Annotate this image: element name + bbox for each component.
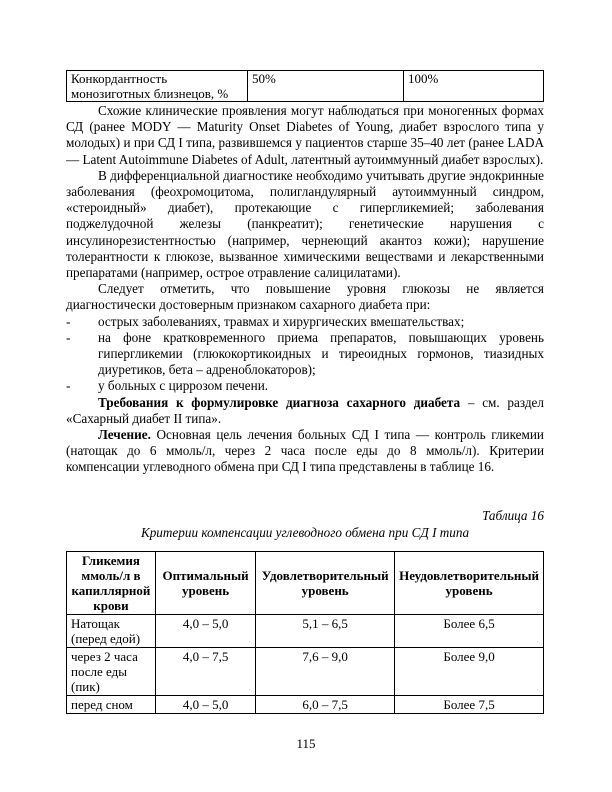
table-cell: 5,1 – 6,5 bbox=[256, 615, 395, 648]
table-row bbox=[67, 648, 544, 696]
paragraph: В дифференциальной диагностике необходимо учитывать другие эндокринные заболевания (феохромоцитома, полигландулярный аутоиммунный синдром, «стероидный» диабет), протекающие с гипергликемией; заболевания поджелудочной железы (панкреатит); генетические нарушения с инсулинорезистентностью (например, чернеющий акантоз кожи); нарушение толерантности к глюкозе, вызванное химическими веществами и лекарственными препаратами (например, острое отравление салицилатами). bbox=[66, 167, 544, 281]
table-cell: перед сном bbox=[67, 696, 156, 714]
list-item bbox=[66, 330, 544, 379]
paragraph-text: Основная цель лечения больных СД I типа — контроль гликемии (натощак до 6 ммоль/л, через 2 часа после еды до 8 ммоль/л). Критерии компенсации углеводного обмена при СД I типа представлены в таблице 16. bbox=[66, 427, 544, 475]
concordance-table bbox=[66, 70, 544, 102]
paragraph: Схожие клинические проявления могут наблюдаться при моногенных формах СД (ранее MODY — Maturity Onset Diabetes of Young, диабет взрослого типа у молодых) и при СД I типа, развившемся у пациентов старше 35–40 лет (ранее LADA — Latent Autoimmune Diabetes of Adult, латентный аутоиммунный диабет взрослых). bbox=[66, 103, 544, 167]
table-cell: Конкордантность монозиготных близнецов, % bbox=[67, 71, 248, 102]
paragraph bbox=[66, 427, 544, 476]
table-row bbox=[67, 71, 544, 102]
paragraph: Следует отметить, что повышение уровня глюкозы не является диагностически достоверным признаком сахарного диабета при: bbox=[66, 281, 544, 313]
table-cell: 4,0 – 7,5 bbox=[155, 648, 255, 696]
list-item-text: у больных с циррозом печени. bbox=[98, 378, 269, 394]
table-cell: 100% bbox=[404, 71, 544, 102]
table-header-row bbox=[67, 552, 544, 615]
list-dash: - bbox=[66, 313, 71, 329]
table-cell: 7,6 – 9,0 bbox=[256, 648, 395, 696]
list-item bbox=[66, 378, 544, 394]
column-header: Оптимальный уровень bbox=[155, 552, 255, 615]
table-title: Критерии компенсации углеводного обмена при СД I типа bbox=[140, 525, 470, 540]
column-header: Гликемия ммоль/л в капиллярной крови bbox=[67, 552, 156, 615]
column-header: Удовлетворительный уровень bbox=[256, 552, 395, 615]
page-number: 115 bbox=[296, 736, 316, 751]
table-cell: Более 6,5 bbox=[395, 615, 544, 648]
table-row bbox=[67, 615, 544, 648]
table-row bbox=[67, 696, 544, 714]
list-dash: - bbox=[66, 329, 71, 345]
list-item-text: острых заболеваниях, травмах и хирургических вмешательствах; bbox=[98, 313, 465, 329]
table-cell: 4,0 – 5,0 bbox=[155, 696, 255, 714]
table-caption bbox=[66, 507, 544, 541]
body-text bbox=[66, 103, 544, 476]
table-cell: через 2 часа после еды (пик) bbox=[67, 648, 156, 696]
table-cell: Натощак (перед едой) bbox=[67, 615, 156, 648]
section-heading: Лечение. bbox=[98, 427, 151, 443]
condition-list bbox=[66, 314, 544, 395]
table-cell: 50% bbox=[248, 71, 404, 102]
list-dash: - bbox=[66, 378, 71, 394]
table-cell: Более 9,0 bbox=[395, 648, 544, 696]
column-header: Неудовлетворительный уровень bbox=[395, 552, 544, 615]
table-cell: 4,0 – 5,0 bbox=[155, 615, 255, 648]
paragraph bbox=[66, 395, 544, 427]
table-cell: 6,0 – 7,5 bbox=[256, 696, 395, 714]
list-item-text: на фоне кратковременного приема препаратов, повышающих уровень гипергликемии (глюкокортикоидных и тиреоидных гормонов, тиазидных диуретиков, бета – адреноблокаторов); bbox=[98, 329, 544, 378]
compensation-criteria-table bbox=[66, 551, 544, 714]
list-item bbox=[66, 314, 544, 330]
section-heading: Требования к формулировке диагноза сахарного диабета bbox=[98, 394, 461, 410]
table-cell: Более 7,5 bbox=[395, 696, 544, 714]
table-number: Таблица 16 bbox=[482, 508, 544, 523]
paragraph-text: – см. раздел «Сахарный диабет II типа». bbox=[66, 394, 544, 426]
